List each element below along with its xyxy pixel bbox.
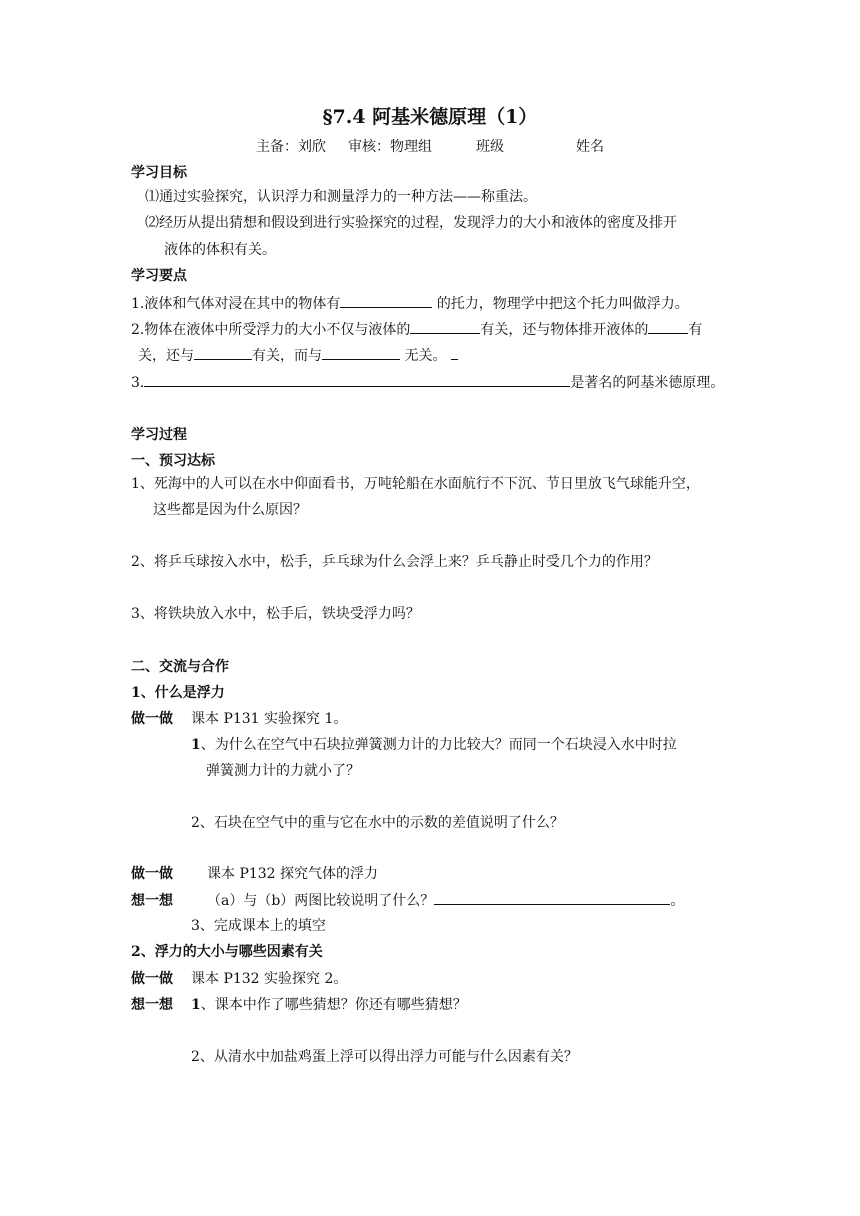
question-number: 1 xyxy=(191,997,201,1013)
keypoint-3-text-a: 3. xyxy=(131,375,145,391)
do-it-text: 课本 P132 探究气体的浮力 xyxy=(207,866,379,882)
fill-blank[interactable] xyxy=(410,319,480,334)
do-it-row-2 xyxy=(131,864,378,884)
keypoint-2-text-f: 无关。 xyxy=(404,348,447,364)
fill-blank[interactable] xyxy=(322,345,400,360)
do-it-question-1-line1 xyxy=(191,735,677,755)
keypoint-2-line1 xyxy=(131,319,702,340)
class-label: 班级 xyxy=(476,139,504,155)
think-row-1 xyxy=(131,890,684,911)
question-text: 、为什么在空气中石块拉弹簧测力计的力比较大？而同一个石块浸入水中时拉 xyxy=(200,737,677,753)
think-row-2 xyxy=(131,995,467,1015)
keypoint-3 xyxy=(131,372,724,393)
subsection-1-heading: 1、什么是浮力 xyxy=(131,685,225,701)
question-1-line1: 1、死海中的人可以在水中仰面看书，万吨轮船在水面航行不下沉、节日里放飞气球能升空， xyxy=(131,476,700,492)
keypoint-2-line2 xyxy=(138,345,458,366)
think-text: （a）与（b）两图比较说明了什么？ xyxy=(207,893,435,909)
fill-blank[interactable] xyxy=(340,293,432,308)
exchange-heading: 二、交流与合作 xyxy=(131,659,229,675)
keypoint-2-text-c: 有 xyxy=(688,322,703,338)
do-it-text: 课本 P132 实验探究 2。 xyxy=(191,971,348,987)
think-label: 想一想 xyxy=(131,893,173,909)
fill-blank[interactable] xyxy=(451,345,458,360)
keypoint-1-text-b: 的托力，物理学中把这个托力叫做浮力。 xyxy=(436,296,689,312)
fill-blank[interactable] xyxy=(434,890,670,905)
think-question-2: 2、从清水中加盐鸡蛋上浮可以得出浮力可能与什么因素有关？ xyxy=(191,1049,578,1065)
keypoint-1 xyxy=(131,293,689,314)
do-it-label: 做一做 xyxy=(131,711,173,727)
think-label: 想一想 xyxy=(131,997,173,1013)
fill-blank[interactable] xyxy=(194,345,252,360)
question-1-line2: 这些都是因为什么原因？ xyxy=(153,502,307,518)
do-it-row-1 xyxy=(131,709,347,729)
fill-blank[interactable] xyxy=(648,319,688,334)
question-2: 2、将乒乓球按入水中，松手，乒乓球为什么会浮上来？乒乓静止时受几个力的作用？ xyxy=(131,554,658,570)
objective-2-line1: ⑵经历从提出猜想和假设到进行实验探究的过程，发现浮力的大小和液体的密度及排开 xyxy=(145,215,677,231)
think-question-1: 、课本中作了哪些猜想？你还有哪些猜想？ xyxy=(200,997,467,1013)
subsection-2-heading: 2、浮力的大小与哪些因素有关 xyxy=(131,944,323,960)
preparer-label: 主备：刘欣 xyxy=(256,139,326,155)
step-3: 3、完成课本上的填空 xyxy=(191,918,326,934)
keypoint-2-text-e: 有关，而与 xyxy=(252,348,322,364)
question-3: 3、将铁块放入水中，松手后，铁块受浮力吗？ xyxy=(131,606,420,622)
reviewer-label: 审核：物理组 xyxy=(348,139,432,155)
keypoint-2-text-b: 有关，还与物体排开液体的 xyxy=(480,322,649,338)
question-number: 1 xyxy=(191,737,201,753)
think-end: 。 xyxy=(670,893,685,909)
keypoint-2-text-d: 关，还与 xyxy=(138,348,194,364)
objective-2-line2: 液体的体积有关。 xyxy=(164,242,276,258)
process-heading: 学习过程 xyxy=(131,427,187,443)
do-it-question-2: 2、石块在空气中的重与它在水中的示数的差值说明了什么？ xyxy=(191,815,564,831)
do-it-row-3 xyxy=(131,969,347,989)
keypoint-3-text-b: 是著名的阿基米德原理。 xyxy=(570,375,725,391)
keypoint-2-text-a: 2.物体在液体中所受浮力的大小不仅与液体的 xyxy=(131,322,411,338)
objectives-heading: 学习目标 xyxy=(131,165,187,181)
name-label: 姓名 xyxy=(576,139,604,155)
do-it-question-1-line2: 弹簧测力计的力就小了？ xyxy=(206,763,360,779)
do-it-label: 做一做 xyxy=(131,971,173,987)
objective-1: ⑴通过实验探究，认识浮力和测量浮力的一种方法——称重法。 xyxy=(145,189,537,205)
do-it-text: 课本 P131 实验探究 1。 xyxy=(191,711,348,727)
keypoints-heading: 学习要点 xyxy=(131,268,187,284)
keypoint-1-text-a: 1.液体和气体对浸在其中的物体有 xyxy=(131,296,341,312)
page-title: §7.4 阿基米德原理（1） xyxy=(322,106,538,128)
do-it-label: 做一做 xyxy=(131,866,173,882)
fill-blank[interactable] xyxy=(144,372,570,387)
section-1-heading: 一、预习达标 xyxy=(131,453,215,469)
